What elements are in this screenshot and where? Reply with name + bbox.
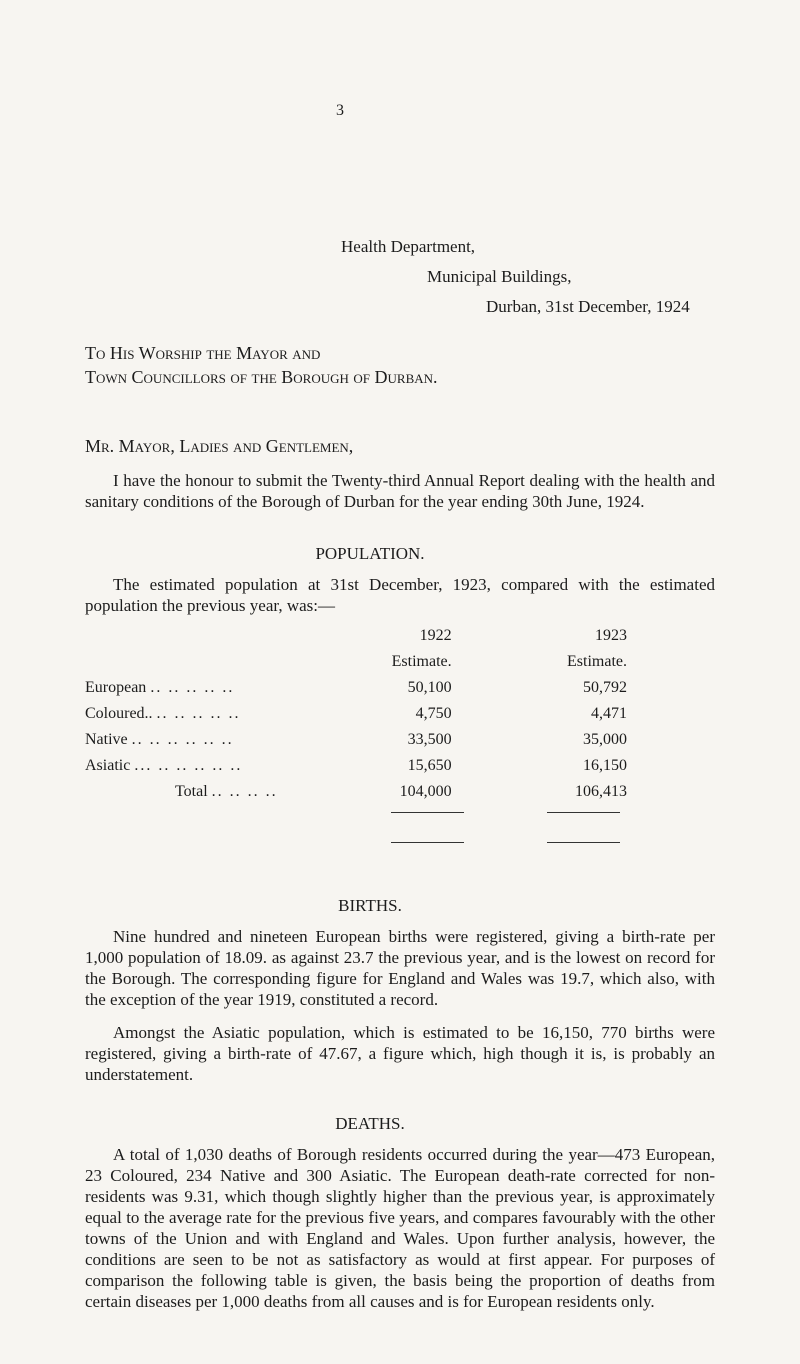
value-1922: 33,500	[407, 730, 452, 748]
row-leader: .. .. .. .. ..	[156, 704, 241, 722]
value-1923: 4,471	[591, 704, 627, 722]
births-paragraph-1: Nine hundred and nineteen European births were registered, giving a birth-rate per 1,000 population of 18.09. as against 23.7 the previous year, and is the lowest on record for the Borough. The corresponding figure for England and Wales was 19.7, which also, with the exception of the year 1919, constituted a record.	[85, 927, 715, 1009]
col-1922-sub: Estimate.	[391, 652, 452, 670]
recipient-line-2: Town Councillors of the Borough of Durban.	[85, 367, 438, 387]
subtotal-rule-1922	[391, 812, 464, 813]
births-heading: BIRTHS.	[338, 896, 402, 915]
address-line-3: Durban, 31st December, 1924	[486, 297, 690, 316]
row-label: Asiatic	[85, 756, 131, 774]
intro-paragraph: I have the honour to submit the Twenty-third Annual Report dealing with the health and sanitary conditions of the Borough of Durban for the year ending 30th June, 1924.	[85, 471, 715, 511]
salutation: Mr. Mayor, Ladies and Gentlemen,	[85, 436, 354, 456]
col-1923-year: 1923	[595, 626, 627, 644]
value-1923: 35,000	[583, 730, 627, 748]
total-label: Total	[175, 782, 208, 800]
table-row-european	[85, 674, 645, 700]
total-rule-1923	[547, 842, 620, 843]
total-rule-1922	[391, 842, 464, 843]
value-1922: 50,100	[407, 678, 452, 696]
population-table	[85, 622, 645, 804]
value-1923: 50,792	[583, 678, 627, 696]
value-1922: 4,750	[415, 704, 452, 722]
total-1923: 106,413	[575, 782, 627, 800]
address-line-1: Health Department,	[341, 237, 476, 256]
table-header-years	[85, 622, 645, 648]
page-number: 3	[336, 102, 344, 119]
value-1923: 16,150	[583, 756, 627, 774]
recipient-line-1: To His Worship the Mayor and	[85, 343, 321, 363]
population-heading: POPULATION.	[315, 544, 425, 563]
table-row-total	[85, 778, 645, 804]
row-leader: .. .. .. .. .. ..	[131, 730, 234, 748]
deaths-paragraph-1: A total of 1,030 deaths of Borough residents occurred during the year—473 European, 23 Coloured, 234 Native and 300 Asiatic. The European death-rate corrected for non-residents was 9.31, which though slightly higher than the previous year, is approximately equal to the average rate for the previous five years, and compares favourably with the other towns of the Union and with England and Wales. Upon further analysis, however, the conditions are seen to be not as satisfactory as would at first appear. For purposes of comparison the following table is given, the basis being the proportion of deaths from certain diseases per 1,000 deaths from all causes and is for European residents only.	[85, 1145, 715, 1311]
row-leader: .. .. .. .. ..	[150, 678, 235, 696]
address-line-2: Municipal Buildings,	[427, 267, 572, 286]
row-leader: .. .. .. ..	[211, 782, 278, 800]
deaths-heading: DEATHS.	[335, 1114, 405, 1133]
row-label: Coloured..	[85, 704, 153, 722]
col-1923-sub: Estimate.	[567, 652, 627, 670]
population-text: The estimated population at 31st December, 1923, compared with the estimated population the previous year, was:—	[85, 575, 715, 615]
table-row-coloured	[85, 700, 645, 726]
row-label: Native	[85, 730, 128, 748]
value-1922: 15,650	[407, 756, 452, 774]
births-paragraph-2: Amongst the Asiatic population, which is estimated to be 16,150, 770 births were registered, giving a birth-rate of 47.67, a figure which, high though it is, is probably an understatement.	[85, 1023, 715, 1084]
total-1922: 104,000	[399, 782, 452, 800]
row-label: European	[85, 678, 147, 696]
table-row-asiatic	[85, 752, 645, 778]
subtotal-rule-1923	[547, 812, 620, 813]
table-header-estimate	[85, 648, 645, 674]
col-1922-year: 1922	[419, 626, 452, 644]
row-leader: ... .. .. .. .. ..	[134, 756, 243, 774]
table-row-native	[85, 726, 645, 752]
